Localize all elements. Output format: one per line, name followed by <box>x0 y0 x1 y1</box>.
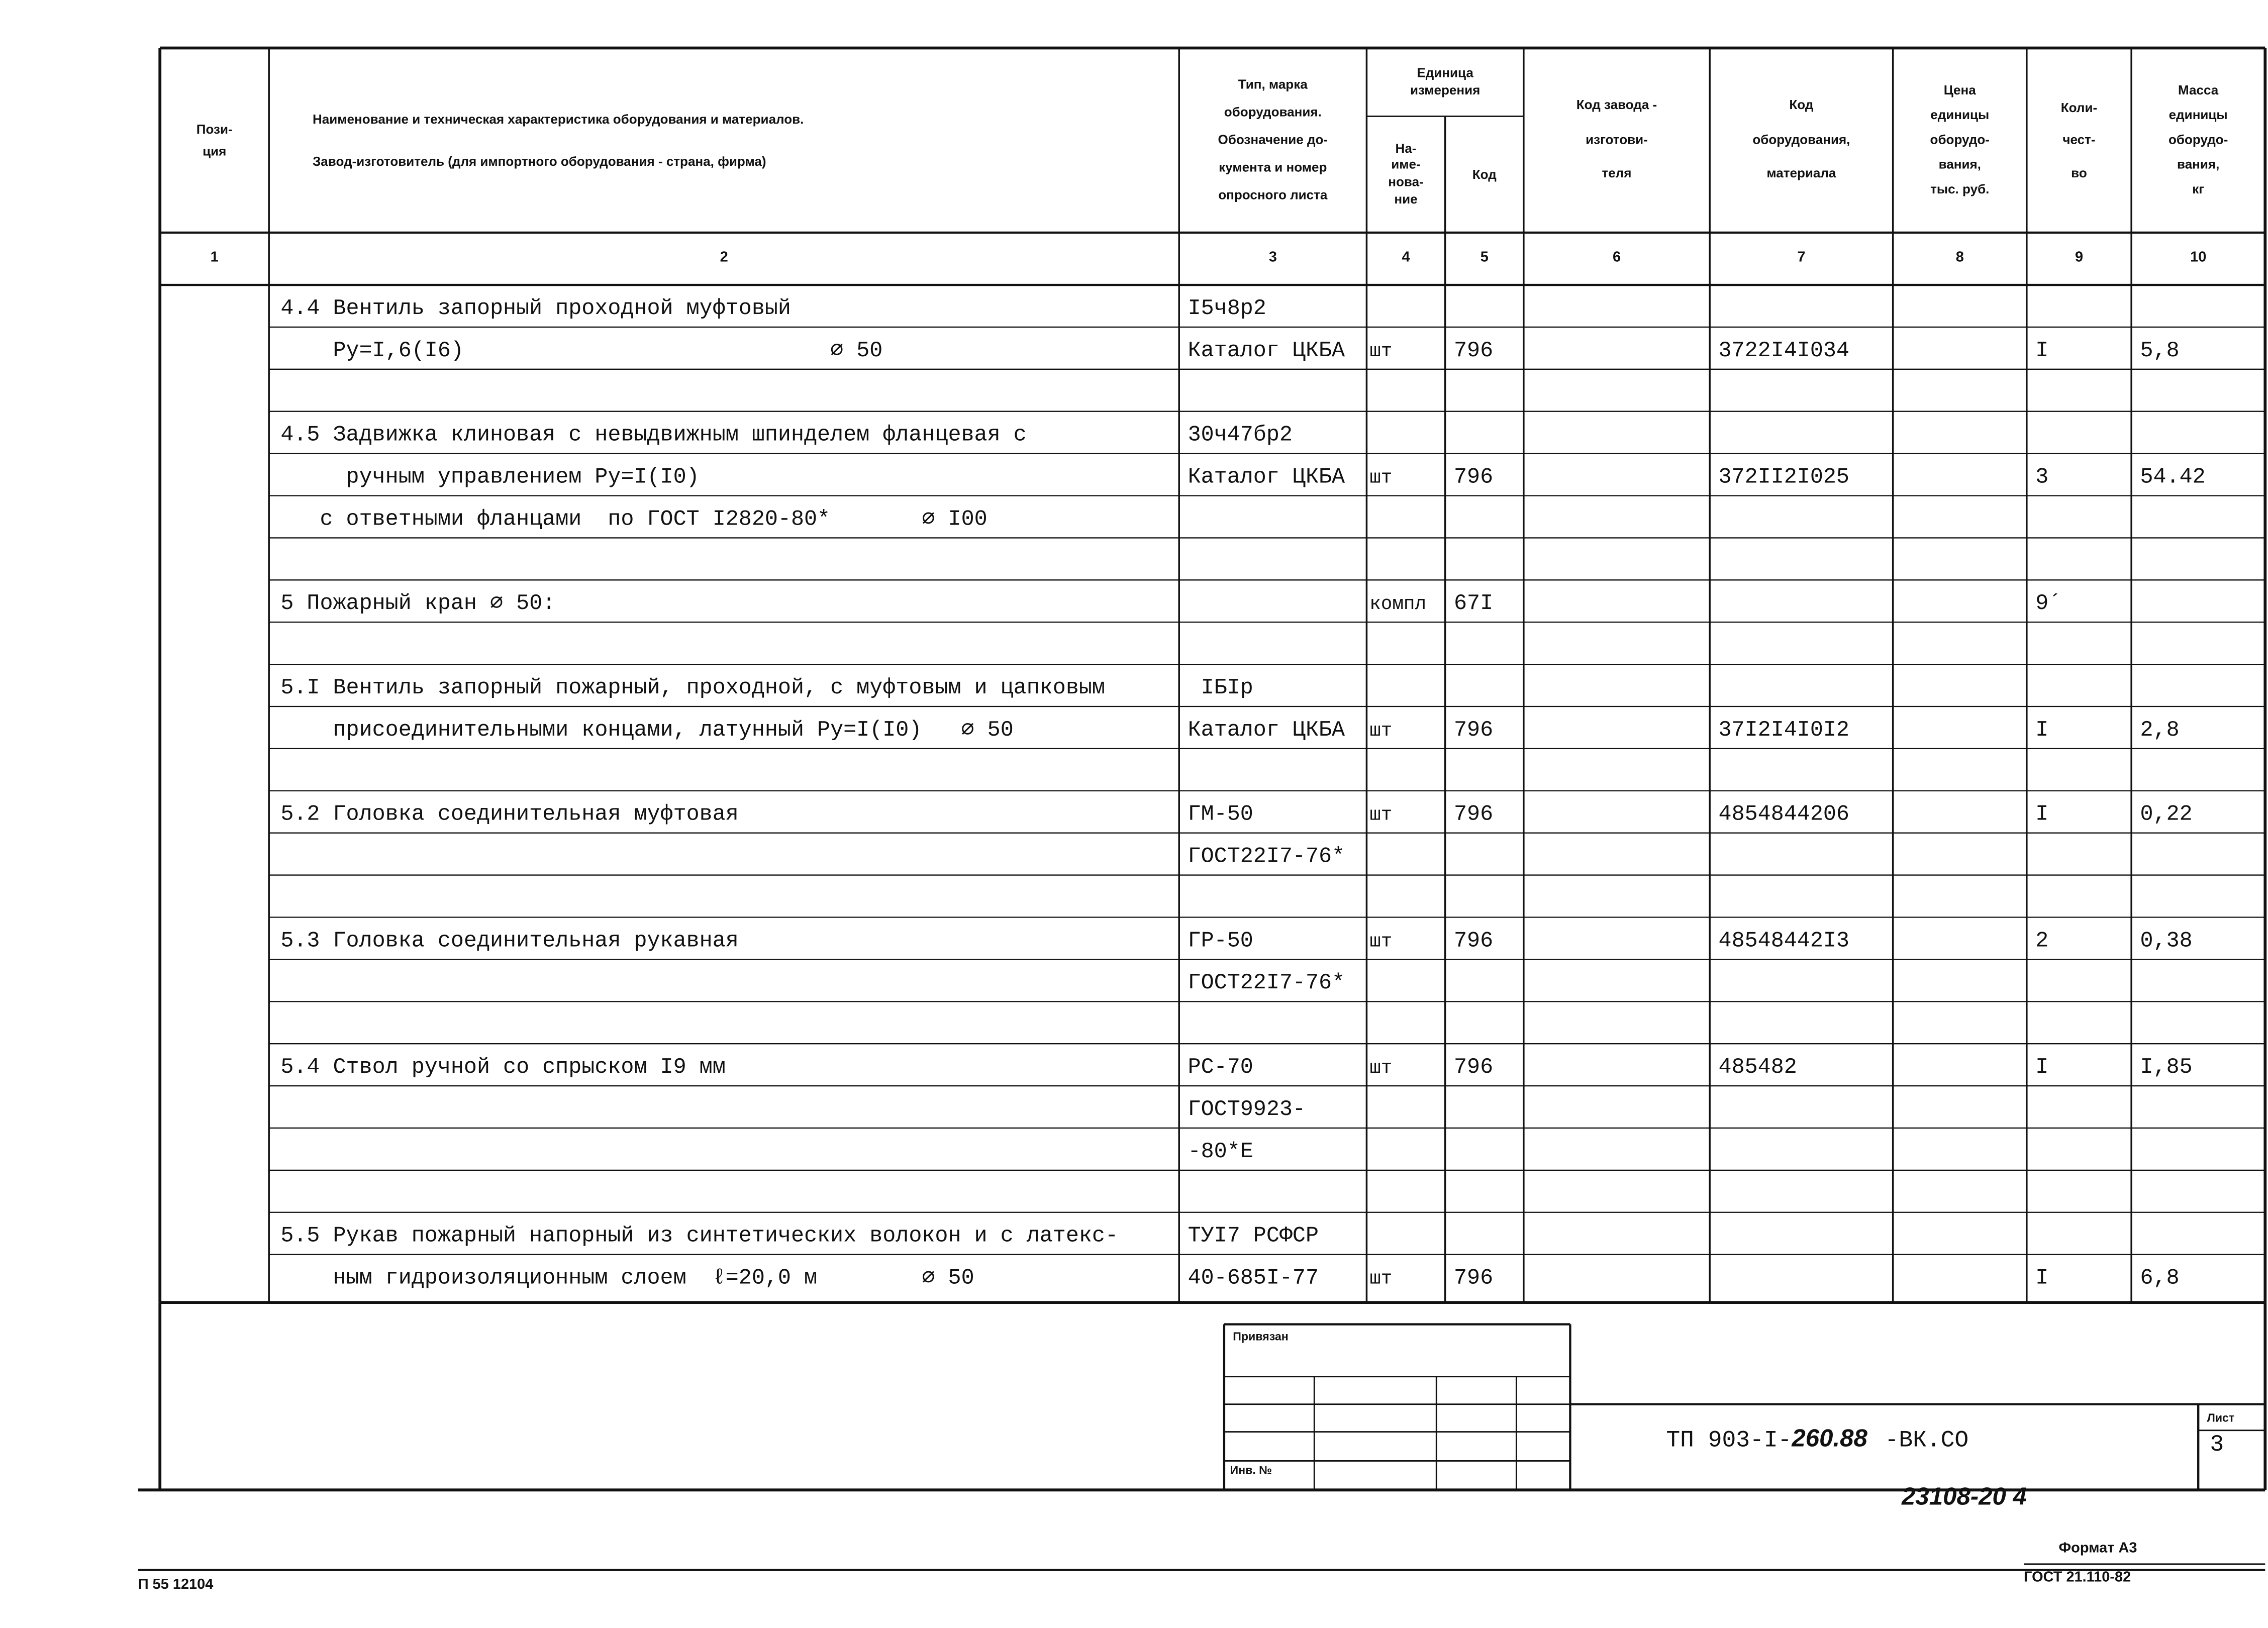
cell-c5: 796 <box>1454 802 1494 828</box>
cell-c4 <box>1366 538 1445 580</box>
table-row <box>0 580 2268 622</box>
header-unit-price: Цена единицы оборудо- вания, тыс. руб. <box>1930 82 1990 196</box>
cell-c10 <box>2131 285 2265 327</box>
table-row <box>0 706 2268 749</box>
cell-c7: 372II2I025 <box>1718 465 1849 490</box>
column-number: 1 <box>210 250 219 266</box>
cell-c7 <box>1710 412 1893 454</box>
cell-c6 <box>1524 496 1710 538</box>
cell-c3 <box>1179 580 1366 622</box>
cell-c10 <box>2131 1001 2265 1044</box>
cell-c6 <box>1524 706 1710 749</box>
header-name-line1: Наименование и техническая характеристика оборудования и материалов. <box>312 112 804 127</box>
cell-c9 <box>2027 1128 2131 1170</box>
cell-c9 <box>2027 622 2131 664</box>
cell-c8 <box>1893 1255 2027 1297</box>
cell-c2 <box>269 622 1179 664</box>
cell-c8 <box>1893 580 2027 622</box>
cell-c9 <box>2027 664 2131 706</box>
cell-c9: I <box>2035 1055 2049 1080</box>
cell-c6 <box>1524 580 1710 622</box>
table-row <box>0 538 2268 580</box>
table-row <box>0 664 2268 706</box>
cell-c4 <box>1366 1086 1445 1128</box>
cell-c8 <box>1893 917 2027 959</box>
cell-c3: ТУI7 РСФСР <box>1188 1224 1319 1249</box>
table-row <box>0 1001 2268 1044</box>
cell-c2 <box>269 538 1179 580</box>
cell-c1 <box>160 1255 269 1297</box>
cell-c2: присоединительными концами, латунный Ру=I(I0) ⌀ 50 <box>280 718 1014 743</box>
cell-c10 <box>2131 369 2265 412</box>
cell-c5: 796 <box>1454 1266 1494 1291</box>
cell-c4 <box>1366 369 1445 412</box>
cell-c1 <box>160 706 269 749</box>
cell-c8 <box>1893 833 2027 875</box>
cell-c6 <box>1524 1170 1710 1212</box>
cell-c4: шт <box>1369 1267 1393 1290</box>
cell-c8 <box>1893 454 2027 496</box>
table-row <box>0 917 2268 959</box>
cell-c9 <box>2027 412 2131 454</box>
cell-c1 <box>160 1001 269 1044</box>
cell-c7 <box>1710 1128 1893 1170</box>
cell-c5 <box>1445 412 1524 454</box>
cell-c8 <box>1893 412 2027 454</box>
cell-c1 <box>160 580 269 622</box>
cell-c5: 796 <box>1454 718 1494 743</box>
cell-c9: I <box>2035 802 2049 828</box>
cell-c10 <box>2131 1212 2265 1255</box>
cell-c6 <box>1524 1255 1710 1297</box>
cell-c7 <box>1710 1001 1893 1044</box>
cell-c9 <box>2027 496 2131 538</box>
cell-c10 <box>2131 959 2265 1001</box>
column-number: 5 <box>1480 250 1489 266</box>
cell-c5 <box>1445 1212 1524 1255</box>
cell-c9 <box>2027 833 2131 875</box>
cell-c7 <box>1710 538 1893 580</box>
cell-c4: шт <box>1369 340 1393 362</box>
cell-c8 <box>1893 1086 2027 1128</box>
cell-c2 <box>269 1128 1179 1170</box>
cell-c1 <box>160 833 269 875</box>
cell-c2: ным гидроизоляционным слоем ℓ=20,0 м ⌀ 50 <box>280 1266 974 1291</box>
cell-c1 <box>160 369 269 412</box>
table-row <box>0 285 2268 327</box>
cell-c2: 5.5 Рукав пожарный напорный из синтетических волокон и с латекс- <box>280 1224 1118 1249</box>
column-number: 2 <box>720 250 728 266</box>
cell-c2: 5 Пожарный кран ⌀ 50: <box>280 591 556 617</box>
cell-c9: I <box>2035 718 2049 743</box>
cell-c6 <box>1524 1212 1710 1255</box>
cell-c3 <box>1179 538 1366 580</box>
cell-c7 <box>1710 1255 1893 1297</box>
cell-c2 <box>269 749 1179 791</box>
cell-c1 <box>160 875 269 918</box>
cell-c10: I,85 <box>2140 1055 2193 1080</box>
cell-c6 <box>1524 1128 1710 1170</box>
cell-c1 <box>160 1044 269 1086</box>
attached-label: Привязан <box>1233 1330 1289 1344</box>
table-row <box>0 1255 2268 1297</box>
cell-c4 <box>1366 412 1445 454</box>
table-row <box>0 327 2268 369</box>
cell-c9 <box>2027 285 2131 327</box>
cell-c5 <box>1445 285 1524 327</box>
table-row <box>0 749 2268 791</box>
cell-c2: 4.4 Вентиль запорный проходной муфтовый <box>280 296 791 322</box>
cell-c5 <box>1445 1001 1524 1044</box>
cell-c9: 2 <box>2035 929 2049 954</box>
cell-c1 <box>160 454 269 496</box>
header-name-characteristics <box>269 48 1223 232</box>
cell-c4 <box>1366 496 1445 538</box>
cell-c3: IБIр <box>1188 676 1253 701</box>
cell-c4 <box>1366 875 1445 918</box>
cell-c7 <box>1710 496 1893 538</box>
cell-c2 <box>269 1001 1179 1044</box>
cell-c3: 40-685I-77 <box>1188 1266 1319 1291</box>
cell-c10 <box>2131 622 2265 664</box>
table-row <box>0 1170 2268 1212</box>
cell-c4: шт <box>1369 466 1393 489</box>
table-row <box>0 791 2268 833</box>
cell-c7: 3722I4I034 <box>1718 339 1849 364</box>
cell-c8 <box>1893 496 2027 538</box>
cell-c3: ГОСТ22I7-76* <box>1188 971 1345 996</box>
cell-c9 <box>2027 1170 2131 1212</box>
cell-c1 <box>160 327 269 369</box>
cell-c4 <box>1366 1001 1445 1044</box>
cell-c10 <box>2131 538 2265 580</box>
cell-c5 <box>1445 749 1524 791</box>
document-code-prefix: ТП 903-I- <box>1666 1427 1792 1454</box>
cell-c9: I <box>2035 339 2049 364</box>
cell-c4 <box>1366 1212 1445 1255</box>
cell-c3: ГР-50 <box>1188 929 1253 954</box>
inventory-number-label: Инв. № <box>1230 1464 1272 1477</box>
cell-c3 <box>1179 622 1366 664</box>
header-name-line2: Завод-изготовитель (для импортного оборудования - страна, фирма) <box>312 153 766 168</box>
cell-c10 <box>2131 664 2265 706</box>
cell-c9 <box>2027 959 2131 1001</box>
cell-c8 <box>1893 622 2027 664</box>
cell-c2: 5.I Вентиль запорный пожарный, проходной, с муфтовым и цапковым <box>280 676 1105 701</box>
cell-c4: компл <box>1369 593 1427 615</box>
cell-c6 <box>1524 327 1710 369</box>
cell-c6 <box>1524 412 1710 454</box>
table-row <box>0 959 2268 1001</box>
cell-c8 <box>1893 538 2027 580</box>
cell-c3: ГОСТ9923- <box>1188 1097 1306 1123</box>
cell-c7: 37I2I4I0I2 <box>1718 718 1849 743</box>
cell-c4: шт <box>1369 1057 1393 1079</box>
header-type-mark: Тип, марка оборудования. Обозначение до- кумента и номер опросного листа <box>1218 77 1328 202</box>
cell-c7 <box>1710 1086 1893 1128</box>
cell-c6 <box>1524 538 1710 580</box>
cell-c3 <box>1179 496 1366 538</box>
cell-c6 <box>1524 1044 1710 1086</box>
cell-c2 <box>269 1170 1179 1212</box>
header-unit-code: Код <box>1472 167 1497 182</box>
header-position: Пози- ция <box>196 122 233 158</box>
cell-c5: 796 <box>1454 929 1494 954</box>
cell-c4: шт <box>1369 720 1393 742</box>
cell-c1 <box>160 749 269 791</box>
cell-c8 <box>1893 791 2027 833</box>
cell-c4: шт <box>1369 930 1393 952</box>
cell-c7 <box>1710 664 1893 706</box>
table-row <box>0 496 2268 538</box>
header-equipment-code: Код оборудования, материала <box>1752 98 1850 181</box>
cell-c10 <box>2131 833 2265 875</box>
cell-c5 <box>1445 369 1524 412</box>
table-row <box>0 875 2268 918</box>
cell-c10 <box>2131 1086 2265 1128</box>
cell-c6 <box>1524 285 1710 327</box>
cell-c6 <box>1524 1001 1710 1044</box>
cell-c8 <box>1893 285 2027 327</box>
cell-c10 <box>2131 875 2265 918</box>
cell-c3: Каталог ЦКБА <box>1188 339 1345 364</box>
cell-c3 <box>1179 1001 1366 1044</box>
cell-c7 <box>1710 1170 1893 1212</box>
cell-c1 <box>160 1212 269 1255</box>
cell-c6 <box>1524 833 1710 875</box>
cell-c10 <box>2131 1128 2265 1170</box>
cell-c10 <box>2131 496 2265 538</box>
cell-c7 <box>1710 622 1893 664</box>
header-unit-group: Единица измерения <box>1410 65 1481 97</box>
column-number: 3 <box>1268 250 1277 266</box>
cell-c8 <box>1893 1128 2027 1170</box>
cell-c4 <box>1366 1128 1445 1170</box>
cell-c6 <box>1524 917 1710 959</box>
cell-c2: 5.2 Головка соединительная муфтовая <box>280 802 739 828</box>
cell-c1 <box>160 791 269 833</box>
cell-c7 <box>1710 875 1893 918</box>
cell-c1 <box>160 664 269 706</box>
header-unit-name: На- име- нова- ние <box>1388 140 1424 206</box>
cell-c7: 48548442I3 <box>1718 929 1849 954</box>
cell-c3 <box>1179 369 1366 412</box>
cell-c10 <box>2131 749 2265 791</box>
cell-c2 <box>269 833 1179 875</box>
cell-c10: 0,22 <box>2140 802 2193 828</box>
cell-c2: 5.3 Головка соединительная рукавная <box>280 929 739 954</box>
cell-c9 <box>2027 1001 2131 1044</box>
column-number: 7 <box>1797 250 1806 266</box>
cell-c3: -80*Е <box>1188 1140 1253 1165</box>
table-row <box>0 369 2268 412</box>
column-number: 9 <box>2075 250 2084 266</box>
cell-c6 <box>1524 791 1710 833</box>
cell-c8 <box>1893 369 2027 412</box>
cell-c1 <box>160 959 269 1001</box>
cell-c5 <box>1445 538 1524 580</box>
cell-c1 <box>160 1128 269 1170</box>
cell-c9 <box>2027 369 2131 412</box>
cell-c2 <box>269 369 1179 412</box>
cell-c7 <box>1710 959 1893 1001</box>
cell-c9 <box>2027 749 2131 791</box>
cell-c1 <box>160 496 269 538</box>
cell-c4: шт <box>1369 803 1393 826</box>
document-code-suffix: -ВК.СО <box>1885 1427 1969 1454</box>
table-row <box>0 833 2268 875</box>
cell-c1 <box>160 412 269 454</box>
cell-c3: РС-70 <box>1188 1055 1253 1080</box>
cell-c3: 30ч47бр2 <box>1188 423 1293 448</box>
cell-c3: Каталог ЦКБА <box>1188 465 1345 490</box>
header-unit-mass: Масса единицы оборудо- вания, кг <box>2168 82 2228 196</box>
cell-c10: 0,38 <box>2140 929 2193 954</box>
table-row <box>0 412 2268 454</box>
cell-c8 <box>1893 749 2027 791</box>
cell-c4 <box>1366 622 1445 664</box>
cell-c1 <box>160 1170 269 1212</box>
cell-c9: 9´ <box>2035 591 2062 617</box>
cell-c5: 796 <box>1454 1055 1494 1080</box>
cell-c10: 54.42 <box>2140 465 2206 490</box>
cell-c4 <box>1366 749 1445 791</box>
cell-c9 <box>2027 1212 2131 1255</box>
cell-c1 <box>160 622 269 664</box>
cell-c3: I5ч8р2 <box>1188 296 1266 322</box>
sheet-label: Лист <box>2207 1411 2235 1425</box>
archive-number: 23108-20 4 <box>1902 1482 2027 1510</box>
header-manufacturer-code: Код завода - изготови- теля <box>1576 98 1657 181</box>
cell-c9: 3 <box>2035 465 2049 490</box>
cell-c7 <box>1710 369 1893 412</box>
cell-c5 <box>1445 833 1524 875</box>
cell-c4 <box>1366 664 1445 706</box>
cell-c2: 4.5 Задвижка клиновая с невыдвижным шпинделем фланцевая с <box>280 423 1027 448</box>
cell-c6 <box>1524 622 1710 664</box>
cell-c9: I <box>2035 1266 2049 1291</box>
cell-c8 <box>1893 875 2027 918</box>
cell-c2: 5.4 Ствол ручной со спрыском I9 мм <box>280 1055 726 1080</box>
table-row <box>0 1086 2268 1128</box>
cell-c5 <box>1445 622 1524 664</box>
cell-c4 <box>1366 285 1445 327</box>
cell-c8 <box>1893 664 2027 706</box>
cell-c2 <box>269 959 1179 1001</box>
cell-c8 <box>1893 1044 2027 1086</box>
cell-c10: 5,8 <box>2140 339 2180 364</box>
cell-c8 <box>1893 1001 2027 1044</box>
cell-c7 <box>1710 285 1893 327</box>
cell-c6 <box>1524 875 1710 918</box>
cell-c10 <box>2131 580 2265 622</box>
cell-c8 <box>1893 959 2027 1001</box>
cell-c2 <box>269 1086 1179 1128</box>
cell-c2 <box>269 875 1179 918</box>
cell-c3 <box>1179 1170 1366 1212</box>
cell-c5: 796 <box>1454 339 1494 364</box>
standard-reference: ГОСТ 21.110-82 <box>2024 1570 2131 1586</box>
cell-c5 <box>1445 496 1524 538</box>
cell-c6 <box>1524 454 1710 496</box>
document-code-number: 260.88 <box>1792 1424 1867 1453</box>
cell-c8 <box>1893 1170 2027 1212</box>
cell-c9 <box>2027 875 2131 918</box>
cell-c7: 485482 <box>1718 1055 1797 1080</box>
table-row <box>0 1212 2268 1255</box>
cell-c5 <box>1445 1170 1524 1212</box>
column-number: 4 <box>1402 250 1410 266</box>
cell-c1 <box>160 538 269 580</box>
cell-c1 <box>160 285 269 327</box>
header-quantity: Коли- чест- во <box>2060 99 2098 180</box>
table-row <box>0 1044 2268 1086</box>
cell-c8 <box>1893 327 2027 369</box>
form-code: П 55 12104 <box>138 1577 214 1593</box>
cell-c4 <box>1366 833 1445 875</box>
column-number: 6 <box>1612 250 1621 266</box>
cell-c3: ГОСТ22I7-76* <box>1188 844 1345 870</box>
table-row <box>0 622 2268 664</box>
cell-c6 <box>1524 369 1710 412</box>
sheet-format: Формат А3 <box>2058 1541 2137 1557</box>
cell-c4 <box>1366 959 1445 1001</box>
column-number: 10 <box>2190 250 2207 266</box>
cell-c9 <box>2027 1086 2131 1128</box>
cell-c7 <box>1710 749 1893 791</box>
document-code <box>1666 1424 1968 1454</box>
cell-c2: Ру=I,6(I6) ⌀ 50 <box>280 339 883 364</box>
cell-c2: ручным управлением Ру=I(I0) <box>280 465 700 490</box>
cell-c5: 796 <box>1454 465 1494 490</box>
cell-c3: ГМ-50 <box>1188 802 1253 828</box>
cell-c3: Каталог ЦКБА <box>1188 718 1345 743</box>
cell-c10 <box>2131 1170 2265 1212</box>
cell-c7 <box>1710 833 1893 875</box>
cell-c1 <box>160 1086 269 1128</box>
cell-c6 <box>1524 1086 1710 1128</box>
cell-c3 <box>1179 875 1366 918</box>
cell-c4 <box>1366 1170 1445 1212</box>
cell-c3 <box>1179 749 1366 791</box>
cell-c6 <box>1524 749 1710 791</box>
cell-c7 <box>1710 580 1893 622</box>
cell-c10 <box>2131 412 2265 454</box>
cell-c5 <box>1445 664 1524 706</box>
cell-c5 <box>1445 959 1524 1001</box>
table-row <box>0 454 2268 496</box>
cell-c8 <box>1893 706 2027 749</box>
table-row <box>0 1128 2268 1170</box>
cell-c9 <box>2027 538 2131 580</box>
sheet-number: 3 <box>2210 1432 2224 1458</box>
cell-c7 <box>1710 1212 1893 1255</box>
cell-c6 <box>1524 959 1710 1001</box>
cell-c5 <box>1445 1086 1524 1128</box>
cell-c2: с ответными фланцами по ГОСТ I2820-80* ⌀ I00 <box>280 507 988 532</box>
cell-c7: 4854844206 <box>1718 802 1849 828</box>
cell-c6 <box>1524 664 1710 706</box>
cell-c5 <box>1445 1128 1524 1170</box>
cell-c8 <box>1893 1212 2027 1255</box>
cell-c10: 6,8 <box>2140 1266 2180 1291</box>
cell-c10: 2,8 <box>2140 718 2180 743</box>
cell-c5 <box>1445 875 1524 918</box>
cell-c1 <box>160 917 269 959</box>
column-number: 8 <box>1955 250 1964 266</box>
cell-c5: 67I <box>1454 591 1494 617</box>
